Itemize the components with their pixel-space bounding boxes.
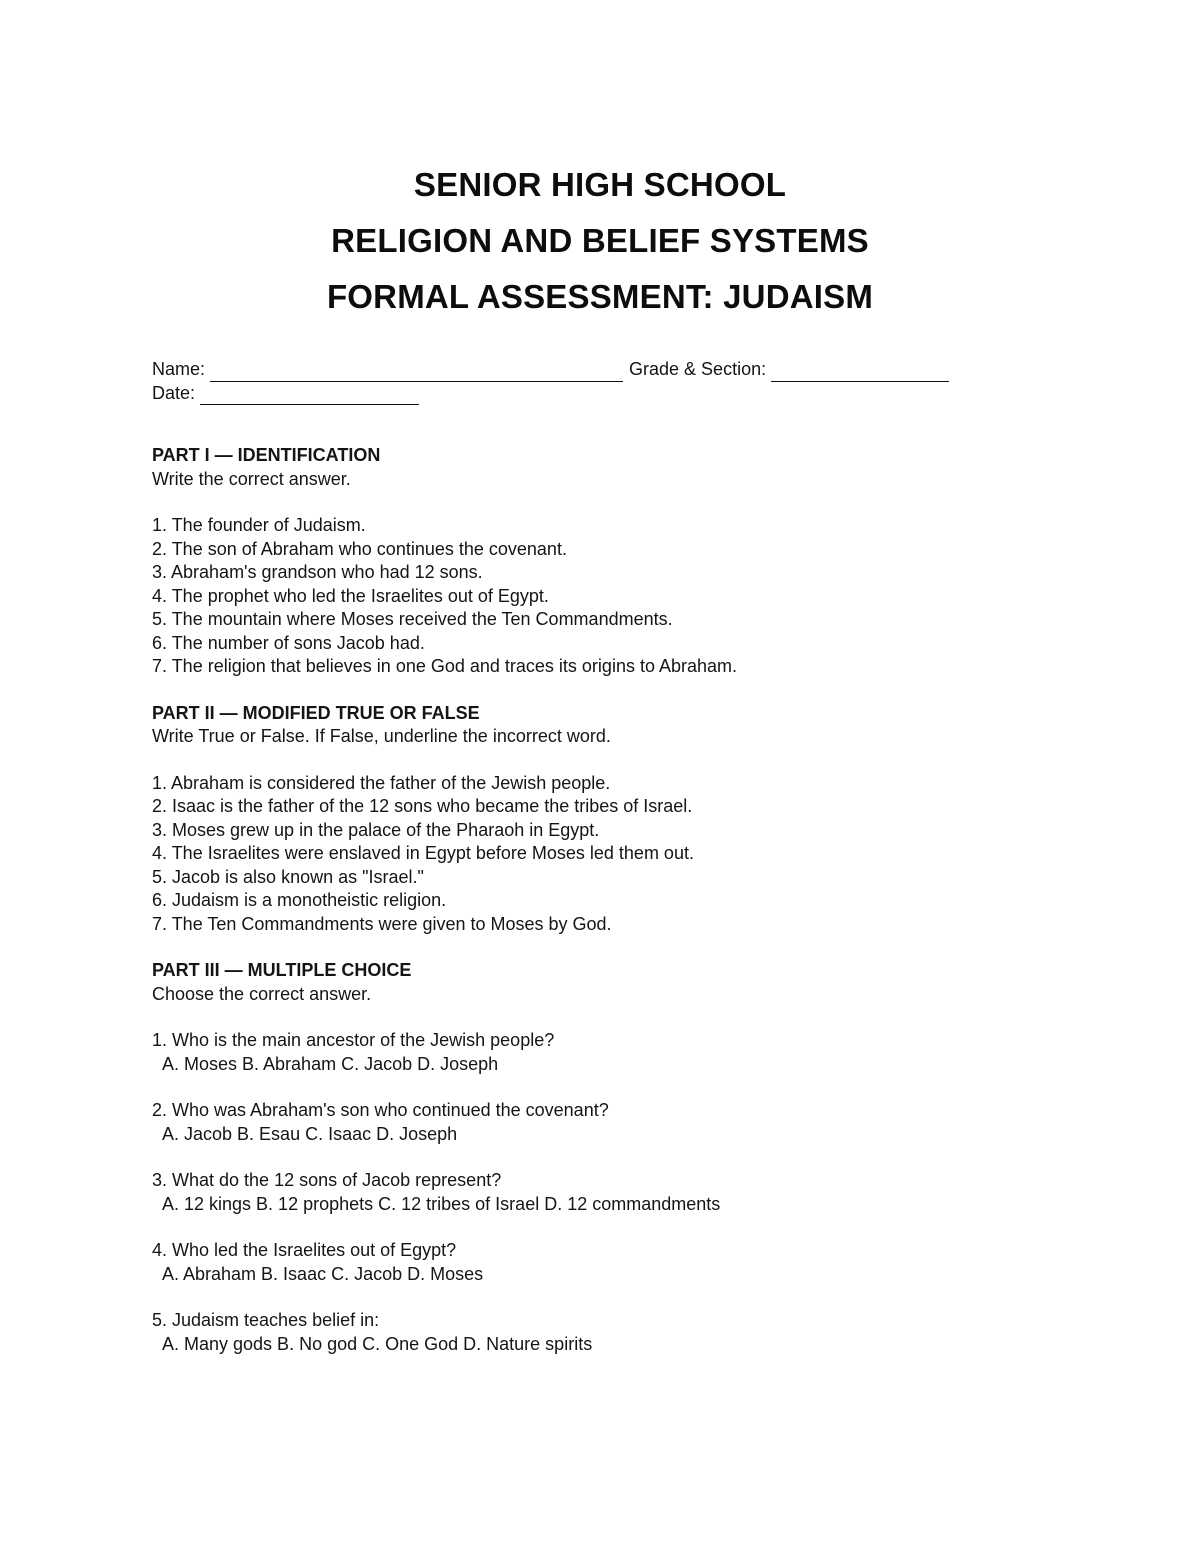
name-blank[interactable]	[210, 363, 623, 382]
question-text: 3. What do the 12 sons of Jacob represent?	[152, 1170, 502, 1190]
assessment-title: FORMAL ASSESSMENT: JUDAISM	[326, 278, 874, 315]
question-text: 1. Who is the main ancestor of the Jewish people?	[152, 1030, 555, 1050]
list-item: 3. Abraham's grandson who had 12 sons.	[152, 562, 483, 582]
question-text: 5. Judaism teaches belief in:	[152, 1310, 380, 1330]
date-row	[152, 382, 1052, 406]
part3-heading: PART III — MULTIPLE CHOICE	[152, 960, 412, 980]
part2-instruction: Write True or False. If False, underline the incorrect word.	[152, 726, 611, 746]
question-choices: A. Jacob B. Esau C. Isaac D. Joseph	[162, 1123, 458, 1144]
question-choices: A. Many gods B. No god C. One God D. Nature spirits	[162, 1333, 593, 1354]
question-choices: A. 12 kings B. 12 prophets C. 12 tribes of Israel D. 12 commandments	[162, 1193, 721, 1214]
list-item: 2. The son of Abraham who continues the covenant.	[152, 538, 567, 559]
name-grade-row	[152, 358, 1052, 382]
part3-instruction: Choose the correct answer.	[152, 983, 372, 1004]
list-item: 6. The number of sons Jacob had.	[152, 632, 425, 653]
list-item: 3. Moses grew up in the palace of the Pharaoh in Egypt.	[152, 819, 600, 840]
question-choices: A. Moses B. Abraham C. Jacob D. Joseph	[162, 1053, 499, 1074]
subject-title: RELIGION AND BELIEF SYSTEMS	[331, 222, 869, 259]
grade-section-blank[interactable]	[771, 363, 949, 382]
list-item: 2. Isaac is the father of the 12 sons who became the tribes of Israel.	[152, 796, 693, 816]
list-item: 6. Judaism is a monotheistic religion.	[152, 890, 447, 910]
part2-heading: PART II — MODIFIED TRUE OR FALSE	[152, 702, 480, 723]
list-item: 5. The mountain where Moses received the Ten Commandments.	[152, 609, 673, 629]
part1-instruction: Write the correct answer.	[152, 468, 351, 489]
list-item: 4. The prophet who led the Israelites out of Egypt.	[152, 585, 549, 606]
date-blank[interactable]	[200, 386, 419, 405]
list-item: 1. The founder of Judaism.	[152, 515, 366, 535]
part1-heading: PART I — IDENTIFICATION	[152, 445, 381, 465]
worksheet-body	[152, 358, 1052, 1356]
date-label: Date:	[152, 382, 196, 403]
list-item: 5. Jacob is also known as "Israel."	[152, 866, 424, 887]
list-item: 7. The Ten Commandments were given to Moses by God.	[152, 913, 612, 934]
grade-section-label: Grade & Section:	[629, 359, 767, 379]
school-title: SENIOR HIGH SCHOOL	[413, 166, 787, 203]
title-block	[0, 157, 1200, 325]
question-text: 2. Who was Abraham's son who continued the covenant?	[152, 1100, 609, 1120]
list-item: 4. The Israelites were enslaved in Egypt before Moses led them out.	[152, 843, 694, 863]
question-text: 4. Who led the Israelites out of Egypt?	[152, 1240, 457, 1260]
list-item: 1. Abraham is considered the father of the Jewish people.	[152, 772, 611, 793]
list-item: 7. The religion that believes in one God and traces its origins to Abraham.	[152, 656, 738, 676]
question-choices: A. Abraham B. Isaac C. Jacob D. Moses	[162, 1263, 484, 1284]
name-label: Name:	[152, 359, 206, 379]
